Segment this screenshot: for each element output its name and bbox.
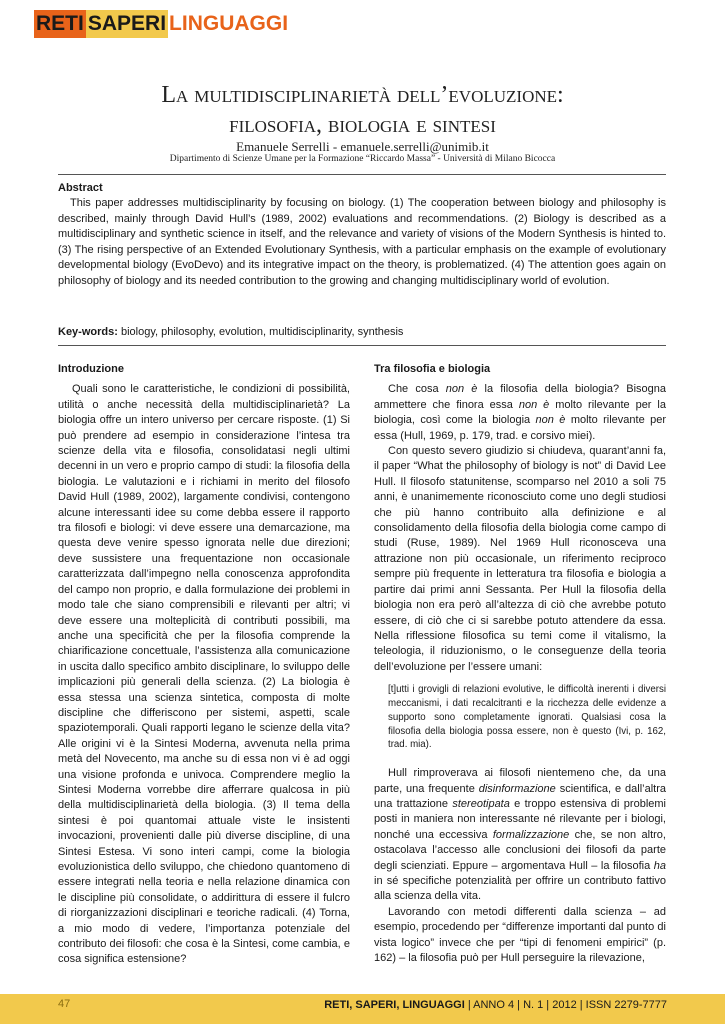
text-run-italic: non è [518, 398, 550, 411]
paragraph-2: Con questo severo giudizio si chiudeva, quarant’anni fa, il paper “What the philosophy of biology is not” di David Lee Hull. Il filosofo statunitense, scomparso nel 2010 a soli 75 anni, è unanimemente riconosciuto come uno degli studiosi che più hanno contribuito alla definizione e al consolidamento della filosofia della biologia come campo di studi (Ruse, 1989). Nel 1969 Hull riconosceva una attrazione non più occasionale, un riferimento reciproco sempre più frequente in letteratura tra filosofia e biologia a partire dai primi anni Sessanta. Per Hull la filosofia della biologia non era però all’altezza di ciò che avrebbe potuto essere, di ciò che ci si sarebbe potuto attendere da essa. Nella riflessione filosofica su temi come il vitalismo, la teleologia, il riduzionismo, o le conseguenze della teoria dell’evoluzione per l’essere umani: [374, 445, 666, 673]
divider-top [58, 174, 666, 175]
logo-part-saperi: SAPERI [86, 10, 168, 38]
keywords [58, 326, 403, 338]
journal-logo [34, 10, 289, 38]
paragraph-1 [374, 382, 666, 444]
logo-part-linguaggi: LINGUAGGI [169, 12, 289, 35]
text-run: molto rilevante per la biologia, così come la biologia [374, 398, 666, 427]
abstract-heading: Abstract [58, 182, 103, 194]
issue-info: | ANNO 4 | N. 1 | 2012 | ISSN 2279-7777 [464, 999, 667, 1011]
journal-name: RETI, SAPERI, LINGUAGGI [324, 999, 465, 1011]
paper-title [0, 80, 725, 140]
title-line-2: filosofia, biologia e sintesi [229, 112, 496, 138]
abstract-text: This paper addresses multidisciplinarity by focusing on biology. (1) The cooperation between biology and philosophy is described, mainly through David Hull’s (1989, 2002) evaluations and recommendations. (2) Biology is described as a multidisciplinary and synthetic science in itself, and the relevance and variety of visions of the Modern Synthesis is hinted to. (3) The rising perspective of an Extended Evolutionary Synthesis, with a particular emphasis on the example of evolutionary developmental biology (EvoDevo) and its integrative impact on the theory, is problematized. (4) The attention goes again on philosophy of biology and its needed contribution to the growing and changing multidisciplinary world of evolution. [58, 197, 666, 287]
abstract-body [58, 196, 666, 290]
left-column [58, 362, 350, 968]
keywords-label: Key-words: [58, 326, 118, 338]
affiliation: Dipartimento di Scienze Umane per la Formazione “Riccardo Massa” - Università di Milano Bicocca [169, 154, 556, 164]
page-number: 47 [58, 998, 71, 1010]
block-quote: [t]utti i grovigli di relazioni evolutive, le difficoltà inerenti i diversi meccanismi, i dati recalcitranti e la ricchezza delle evidenze a supporto sono completamente ignorati. Qualsiasi cosa la filosofia della biologia possa essere, non è questo (Ivi, p. 162, trad. mia). [388, 684, 666, 751]
logo-part-reti: RETI [34, 10, 86, 38]
intro-paragraph: Quali sono le caratteristiche, le condizioni di possibilità, utilità o anche necessità della multidisciplinarietà? La biologia offre un intero universo per cercare risposte. (1) Si può prendere ad esempio in considerazione l’intesa tra scienze della vita e filosofia, consolidatasi negli ultimi decenni in un vero e proprio campo di studi: la filosofia della biologia. Le valutazioni e i richiami in merito del filosofo David Hull (1989, 2002), largamente condivisi, contengono alcune interessanti idee su come debba essere il rapporto tra filosofi e biologi: vi deve essere una demarcazione, ma questa deve venire spesso ignorata nelle due direzioni; deve sussistere una frequentazione non occasionale caratterizzata dall’impegno nella conoscenza approfondita del campo non proprio, e dalla formulazione dei problemi in modo tale che siano comprensibili e rilevanti per altri; vi deve essere una molteplicità di contributi possibili, ma anche una specificità che per la filosofia comprende la chiarificazione concettuale, l’assistenza alla comunicazione in uscita dallo specifico ambito disciplinare, lo sviluppo delle implicazioni più generali della scienza. (2) La biologia è essa stessa una scienza sintetica, composta di molte discipline che differiscono per sistemi, aspetti, scale spaziotemporali. Quali rapporti legano le scienze della vita? Alle origini vi è la Sintesi Moderna, avvenuta nella prima metà del Novecento, ma anche su di essa non vi è ad oggi una visione profonda e univoca. Comprendere meglio la Sintesi Moderna vorrebbe dire afferrare qualcosa in più della multidisciplinarietà della biologia. (3) Il tema della sintesi è poi quantomai attuale viste le insistenti invocazioni, provenienti dalle più diverse discipline, di una Sintesi Estesa. Vi sono interi campi, come la biologia evoluzionistica dello sviluppo, che chiedono quantomeno di essere integrati nella teoria e nella relazione dinamica con le discipline più consolidate, o addirittura di essere il fulcro di riorganizzazioni disciplinari e teoriche radicali. (4) Torna, a mio modo di vedere, l’importanza potenziale del contributo dei filosofi: che cosa è la Sintesi, come cambia, e cosa significa estensione? [58, 383, 350, 966]
text-run-italic: stereotipata [452, 797, 510, 810]
paragraph-3 [374, 766, 666, 905]
text-run: Che cosa [388, 383, 446, 396]
text-run-italic: ha [653, 859, 666, 872]
section-heading-introduzione: Introduzione [58, 363, 124, 375]
text-run: e troppo estensiva di problemi posti in maniera non interessante né rilevante per i biologi, nonché una eccessiva [374, 797, 666, 841]
paragraph-4: Lavorando con metodi differenti dalla scienza – ad esempio, procedendo per “differenze importanti dal punto di vista logico” invece che per “tipi di fenomeni empirici” (p. 162) – la filosofia può per Hull perseguire la rilevazione, [374, 905, 666, 964]
text-run-italic: non è [445, 383, 478, 396]
text-run-italic: disinformazione [478, 782, 556, 795]
section-heading-filosofia-biologia: Tra filosofia e biologia [374, 363, 491, 375]
keywords-text: biology, philosophy, evolution, multidisciplinarity, synthesis [117, 326, 404, 338]
title-line-1: La multidisciplinarietà dell’evoluzione: [161, 82, 564, 108]
text-run: scientifica, e dall’altra una trattazione [374, 782, 666, 810]
right-column [374, 362, 666, 966]
divider-bottom [58, 345, 666, 346]
journal-info [324, 999, 667, 1011]
text-run: in sé specifiche potenzialità per offrire un contributo fattivo alla scienza della vita. [374, 874, 666, 903]
text-run: molto rilevante per essa (Hull, 1969, p. 179, trad. e corsivo miei). [374, 414, 667, 442]
text-run: Hull rimproverava ai filosofi nientemeno che, da una parte, una frequente [374, 767, 666, 795]
text-run: che, se non altro, ostacolava l’accesso alle conclusioni dei filosofi da parte degli scienziati. Eppure – argomentava Hull – la filosofia [374, 828, 666, 872]
text-run-italic: formalizzazione [492, 828, 570, 841]
text-run-italic: non è [535, 414, 566, 427]
text-run: la filosofia della biologia? Bisogna ammettere che finora essa [374, 383, 666, 411]
authors: Emanuele Serrelli - emanuele.serrelli@unimib.it [236, 139, 489, 154]
